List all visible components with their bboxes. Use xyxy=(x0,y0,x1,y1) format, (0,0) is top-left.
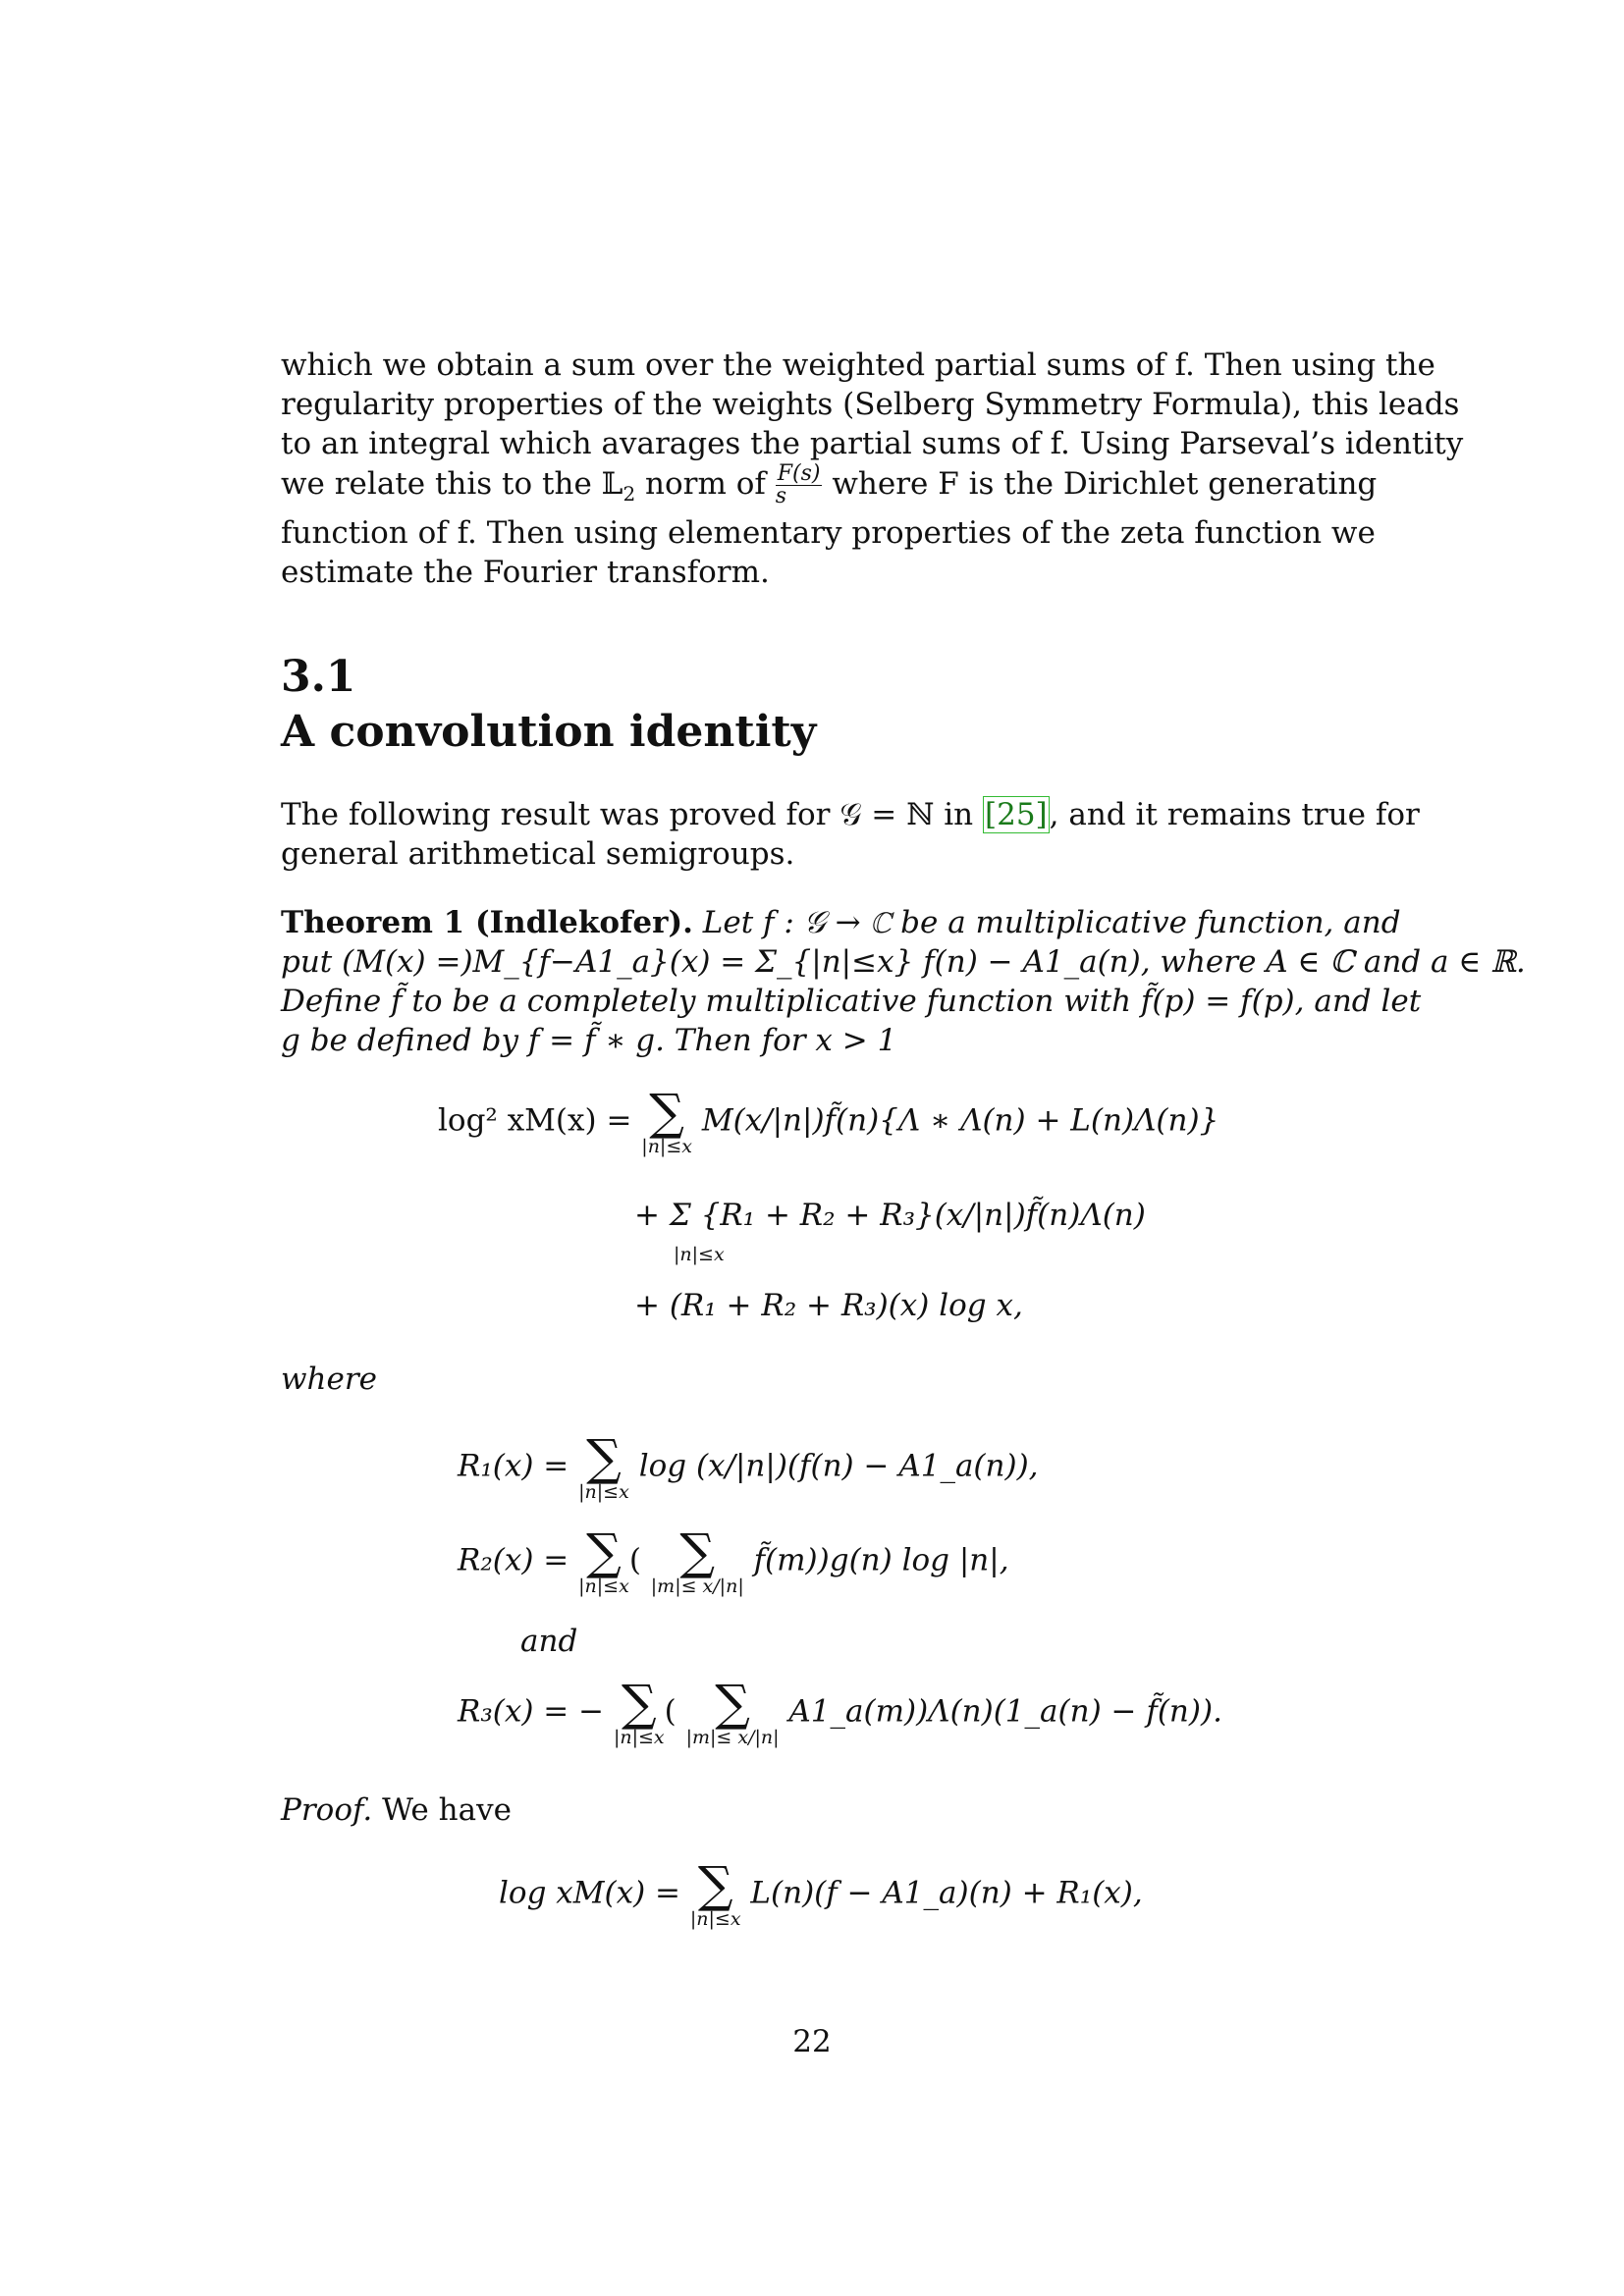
section-number: 3.1 xyxy=(281,652,356,702)
R2-equation: R₂(x) = ∑ |n|≤x ( ∑ |m|≤ x/|n| f̃(m))g(n) log |n|, xyxy=(458,1523,1009,1597)
intro-line-4 xyxy=(281,461,1378,513)
intro-line-1: which we obtain a sum over the weighted partial sums of f. Then using the xyxy=(281,347,1435,383)
R1-lhs: R₁(x) = xyxy=(458,1448,569,1484)
sum-symbol: ∑ |n|≤x xyxy=(641,1084,692,1157)
theorem-line-1: Theorem 1 (Indlekofer). Let f : 𝒢 → ℂ be a multiplicative function, and xyxy=(281,905,1401,940)
R2-lhs: R₂(x) = xyxy=(458,1542,569,1578)
R3-rhs: A1_a(m))Λ(n)(1_a(n) − f̃(n)). xyxy=(788,1693,1222,1730)
para2-line-2: general arithmetical semigroups. xyxy=(281,836,795,872)
main-eq-rhs-3: + (R₁ + R₂ + R₃)(x) log x, xyxy=(634,1288,1023,1323)
main-equation-line-3 xyxy=(634,1286,1023,1325)
R1-rhs: log (x/|n|)(f(n) − A1_a(n)), xyxy=(638,1448,1039,1484)
main-eq-rhs-1: M(x/|n|)f̃(n){Λ ∗ Λ(n) + L(n)Λ(n)} xyxy=(701,1102,1219,1139)
proof-paragraph xyxy=(281,1792,512,1828)
proof-equation xyxy=(499,1856,1143,1930)
intro-line-4-a: we relate this to the xyxy=(281,466,592,502)
proof-eq-lhs: log xM(x) = xyxy=(499,1875,681,1911)
proof-label: Proof. xyxy=(281,1792,373,1828)
section-title: A convolution identity xyxy=(281,707,817,757)
main-equation-line-2 xyxy=(634,1196,1146,1274)
main-eq-lhs: log² xM(x) = xyxy=(438,1102,632,1139)
theorem-line-4: g be defined by f = f̃ ∗ g. Then for x > 1 xyxy=(281,1023,897,1058)
and-label: and xyxy=(520,1624,578,1659)
sum-symbol: ∑ |n|≤x xyxy=(613,1675,665,1748)
theorem-line-3: Define f̃ to be a completely multiplicative function with f̃(p) = f(p), and let xyxy=(281,984,1422,1019)
intro-line-3: to an integral which avarages the partial sums of f. Using Parseval’s identity xyxy=(281,426,1464,461)
inner-sum-symbol: ∑ |m|≤ x/|n| xyxy=(650,1523,744,1597)
theorem-1 xyxy=(281,903,1526,1060)
inner-sum-symbol: ∑ |m|≤ x/|n| xyxy=(685,1675,780,1748)
intro-line-2: regularity properties of the weights (Selberg Symmetry Formula), this leads xyxy=(281,387,1460,422)
fraction-F-over-s: $\frac{F(s)}{s}$ xyxy=(775,461,821,508)
sum-limit-2: |n|≤x xyxy=(674,1244,725,1265)
proof-eq-rhs: L(n)(f − A1_a)(n) + R₁(x), xyxy=(750,1875,1143,1911)
page-number: 22 xyxy=(792,2024,832,2059)
R2-rhs: f̃(m))g(n) log |n|, xyxy=(753,1542,1009,1578)
proof-text: We have xyxy=(382,1792,512,1828)
intro-line-5: function of f. Then using elementary properties of the zeta function we xyxy=(281,515,1376,551)
sum-symbol: ∑ |n|≤x xyxy=(689,1856,741,1930)
R1-equation xyxy=(458,1429,1039,1503)
R3-equation: R₃(x) = − ∑ |n|≤x ( ∑ |m|≤ x/|n| A1_a(m))Λ(n)(1_a(n) − f̃(n)). xyxy=(458,1675,1222,1748)
intro-line-4-b: norm of xyxy=(645,466,766,502)
intro-line-4-c: where F is the Dirichlet generating xyxy=(832,466,1378,502)
norm-symbol: 𝕃$_2$ xyxy=(601,466,636,506)
intro-line-6: estimate the Fourier transform. xyxy=(281,555,770,590)
para-2 xyxy=(281,795,1420,874)
citation-link[interactable]: [25] xyxy=(985,797,1048,832)
theorem-label: Theorem 1 (Indlekofer). xyxy=(281,905,693,940)
intro-paragraph xyxy=(281,346,1464,592)
main-eq-rhs-2: + Σ {R₁ + R₂ + R₃}(x/|n|)f̃(n)Λ(n) xyxy=(634,1198,1146,1233)
R3-lhs: R₃(x) = − xyxy=(458,1693,605,1730)
sum-symbol: ∑ |n|≤x xyxy=(578,1429,629,1503)
sum-symbol: ∑ |n|≤x xyxy=(578,1523,629,1597)
where-label: where xyxy=(281,1362,378,1397)
theorem-line-2: put (M(x) =)M_{f−A1_a}(x) = Σ_{|n|≤x} f(n) − A1_a(n), where A ∈ ℂ and a ∈ ℝ. xyxy=(281,944,1526,980)
para2-line-1: The following result was proved for 𝒢 = ℕ in [25], and it remains true for xyxy=(281,797,1420,832)
main-equation-line-1 xyxy=(438,1084,1219,1157)
